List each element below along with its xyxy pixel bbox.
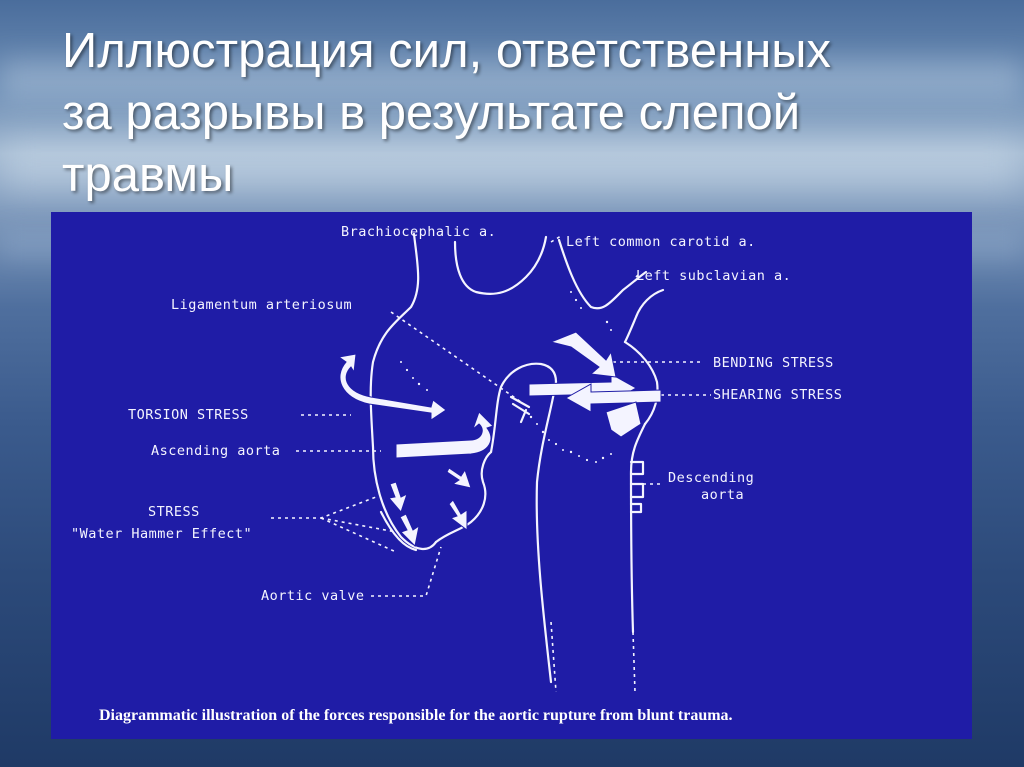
brachiocephalic-outline <box>455 237 546 294</box>
label-bending-stress: BENDING STRESS <box>713 355 834 371</box>
flow-arrow-3 <box>447 468 471 488</box>
valve-leader <box>371 547 441 596</box>
label-descending-aorta-1: Descending <box>668 470 755 486</box>
label-ascending-aorta: Ascending aorta <box>151 443 281 459</box>
label-shearing-stress: SHEARING STRESS <box>713 387 843 403</box>
intercostal-stubs <box>631 462 643 512</box>
left-subclavian-outline <box>625 290 663 342</box>
flow-arrow-1 <box>389 482 407 512</box>
aortic-root-outline <box>436 452 491 542</box>
flow-arrow-2 <box>400 514 419 546</box>
descending-aorta-left <box>537 382 556 682</box>
descending-guide-right <box>633 632 635 692</box>
label-left-common-carotid: Left common carotid a. <box>566 234 756 250</box>
label-left-subclavian: Left subclavian a. <box>636 268 792 284</box>
slide-title <box>62 20 962 206</box>
stress-leader <box>271 497 396 552</box>
bending-arrow <box>551 332 616 377</box>
torsion-arrow-upper <box>339 354 446 420</box>
figure-caption: Diagrammatic illustration of the forces responsible for the aortic rupture from blunt trauma. <box>99 707 733 724</box>
bending-arrow-lower <box>606 402 641 437</box>
label-ligamentum-arteriosum: Ligamentum arteriosum <box>171 297 353 313</box>
title-line-1: Иллюстрация сил, ответственных <box>62 24 831 78</box>
flow-arrow-4 <box>449 500 467 530</box>
label-brachiocephalic: Brachiocephalic a. <box>341 224 497 240</box>
left-carotid-outline <box>559 240 646 308</box>
label-aortic-valve: Aortic valve <box>261 588 365 604</box>
ligamentum-leader <box>391 312 521 402</box>
aorta-diagram-drawing <box>51 212 972 739</box>
title-line-3: травмы <box>62 148 234 202</box>
aortic-arch-inner <box>491 364 556 452</box>
label-torsion-stress: TORSION STRESS <box>128 407 249 423</box>
descending-aorta-right <box>631 424 645 632</box>
title-line-2: за разрывы в результате слепой <box>62 86 801 140</box>
label-stress: STRESS <box>148 504 200 520</box>
label-descending-aorta-2: aorta <box>701 487 745 503</box>
torsion-arrow-lower <box>396 412 493 458</box>
aorta-diagram-panel <box>51 212 972 739</box>
label-water-hammer-effect: "Water Hammer Effect" <box>71 526 253 542</box>
